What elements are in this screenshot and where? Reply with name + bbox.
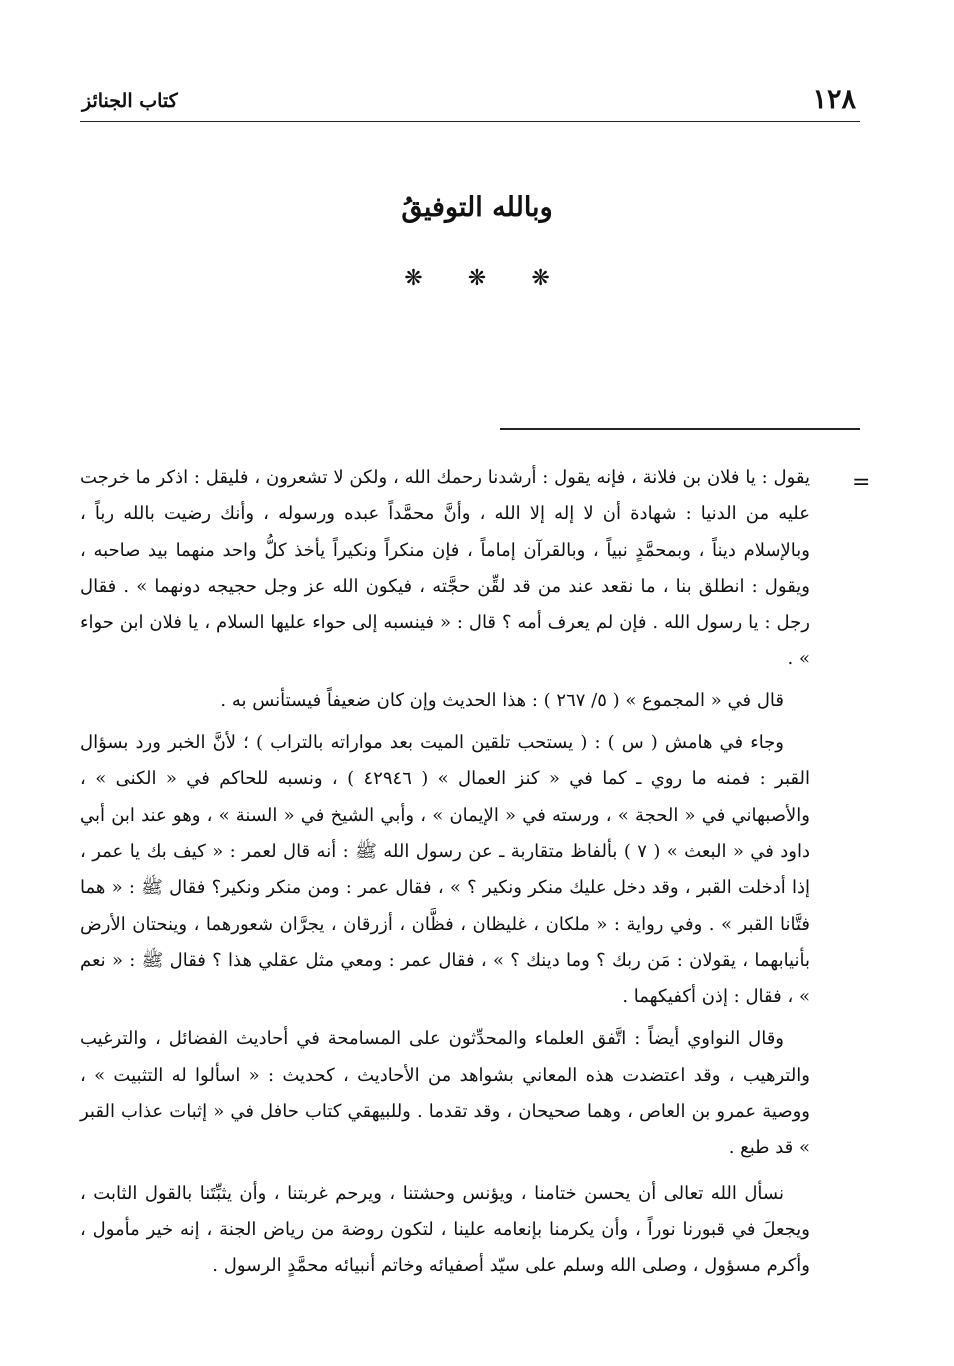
section-divider <box>0 266 954 291</box>
footnote-continuation-mark: = <box>852 470 871 495</box>
footnote-paragraph: نسأل الله تعالى أن يحسن ختامنا ، ويؤنس وحشتنا ، ويرحم غربتنا ، وأن يثبِّتَنا بالقول الثابت ، ويجعلَ في قبورنا نوراً ، وأن يكرمنا بإنعامه علينا ، لتكون روضة من رياض الجنة ، إنه خير مأمول ، وأكرم مسؤول ، وصلى الله وسلم على سيّد أصفيائه وخاتم أنبيائه محمَّدٍ الرسول . <box>80 1182 810 1277</box>
footnote-paragraph: وقال النواوي أيضاً : اتَّفق العلماء والمحدِّثون على المسامحة في أحاديث الفضائل ، والترغيب والترهيب ، وقد اعتضدت هذه المعاني بشواهد من الأحاديث ، كحديث : « اسألوا له التثبيت » ، ووصية عمرو بن العاص ، وهما صحيحان ، وقد تقدما . وللبيهقي كتاب حافل في « إثبات عذاب القبر » قد طبع . <box>80 1028 810 1159</box>
chapter-title: كتاب الجنائز <box>82 90 178 112</box>
running-header <box>80 84 860 120</box>
page-number: ١٢٨ <box>812 84 856 115</box>
asterism-star-icon: ❋ <box>404 266 423 291</box>
footnote-paragraph: وجاء في هامش ( س ) : ( يستحب تلقين الميت بعد مواراته بالتراب ) ؛ لأنَّ الخبر ورد بسؤال القبر : فمنه ما روي ـ كما في « كنز العمال » ( ٤٢٩٤٦ ) ، ونسبه للحاكم في « الكنى » ، والأصبهاني في « الحجة » ، ورسته في « الإيمان » ، وأبي الشيخ في « السنة » ، وهو عند ابن أبي داود في « البعث » ( ٧ ) بألفاظ متقاربة ـ عن رسول الله ﷺ : أنه قال لعمر : « كيف بك يا عمر ، إذا أدخلت القبر ، وقد دخل عليك منكر ونكير ؟ » ، فقال عمر : ومن منكر ونكير؟ فقال ﷺ : « هما فتَّانا القبر » . وفي رواية : « ملكان ، غليظان ، فظَّان ، أزرقان ، يجرَّان شعورهما ، وينحتان الأرض بأنيابهما ، يقولان : مَن ربك ؟ وما دينك ؟ » ، فقال عمر : ومعي مثل عقلي هذا ؟ فقال ﷺ : « نعم » ، فقال : إذن أكفيكهما . <box>80 732 810 1008</box>
footnotes-block <box>80 460 810 1295</box>
closing-phrase: وبالله التوفيقُ <box>401 192 553 223</box>
footnote-separator <box>500 428 860 430</box>
asterism-star-icon: ❋ <box>531 266 550 291</box>
asterism-star-icon: ❋ <box>467 266 487 291</box>
footnote-paragraph: يقول : يا فلان بن فلانة ، فإنه يقول : أرشدنا رحمك الله ، ولكن لا تشعرون ، فليقل : اذكر ما خرجت عليه من الدنيا : شهادة أن لا إله إلا الله ، وأنَّ محمَّداً عبده ورسوله ، وأنك رضيت بالله رباً ، وبالإسلام ديناً ، وبمحمَّدٍ نبياً ، وبالقرآن إماماً ، فإن منكراً ونكيراً يأخذ كلُّ واحد منهما بيد صاحبه ، ويقول : انطلق بنا ، ما نقعد عند من قد لقِّن حجَّته ، فيكون الله عز وجل حجيجه دونهما » . فقال رجل : يا رسول الله . فإن لم يعرف أمه ؟ قال : « فينسبه إلى حواء عليها السلام ، يا فلان ابن حواء » . <box>80 467 810 670</box>
footnote-paragraph: قال في « المجموع » ( ٥/ ٢٦٧ ) : هذا الحديث وإن كان ضعيفاً فيستأنس به . <box>220 689 784 711</box>
header-rule <box>80 121 860 122</box>
